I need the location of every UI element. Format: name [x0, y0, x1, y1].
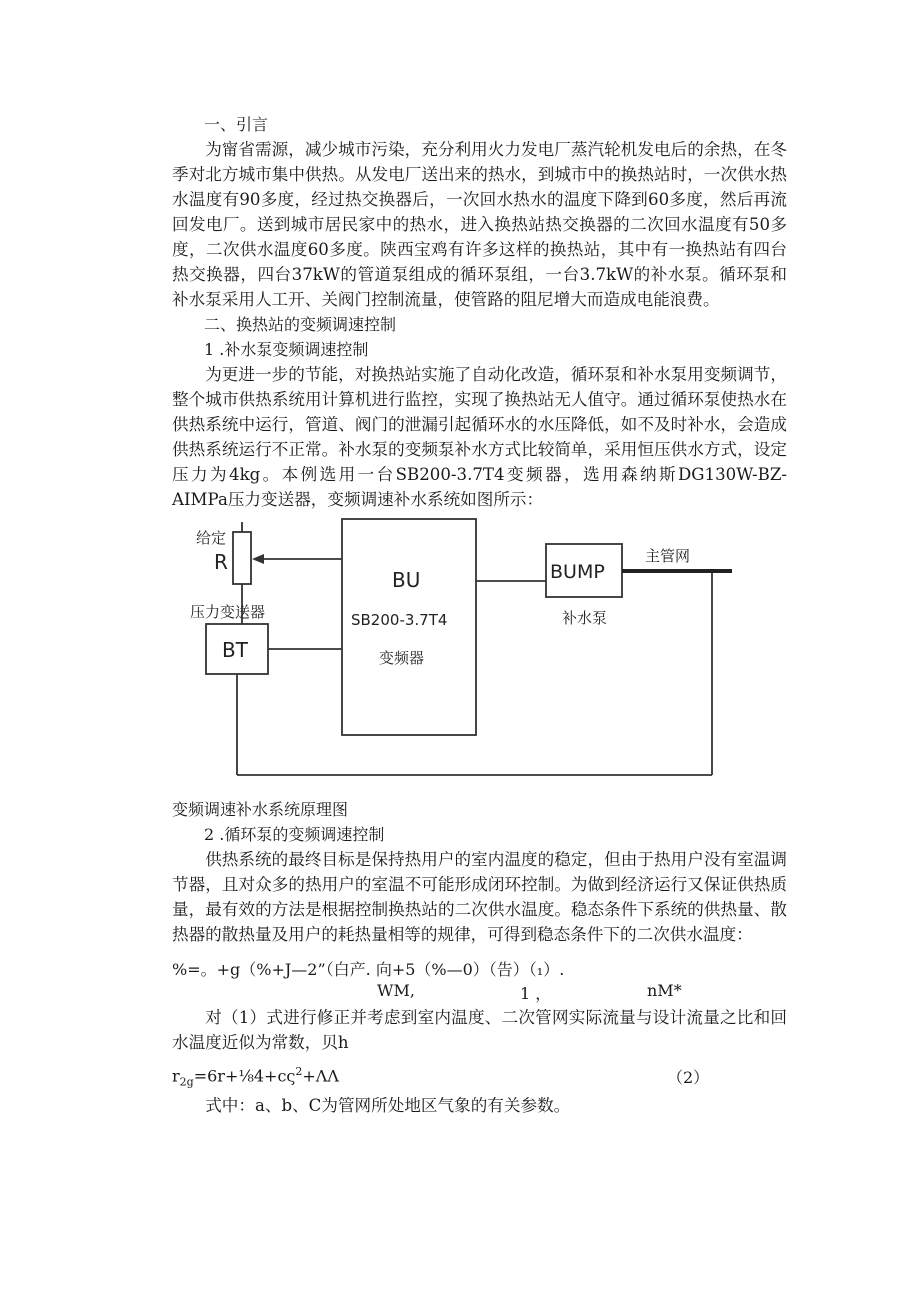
subsection-heading-circulation-pump: 2 .循环泵的变频调速控制: [204, 825, 385, 844]
equation-1-line-1: %=。+g（%+J—2”（白产. 向+5（%—0）（告）（₁）.: [172, 960, 565, 979]
main-pipe-label: 主管网: [645, 547, 691, 565]
equation-2-superscript: 2: [295, 1065, 303, 1078]
setpoint-arrowhead: [252, 554, 264, 564]
paragraph-intro: 为甯省需源，减少城市污染，充分利用火力发电厂蒸汽轮机发电后的余热，在冬季对北方城市集中供热。从发电厂送出来的热水，到城市中的换热站时，一次供水热水温度有90多度，经过热交换器后，一次回水热水的温度下降到60多度，然后再流回发电厂。送到城市居民家中的热水，进入换热站热交换器的二次回水温度有50多度，二次供水温度60多度。陕西宝鸡有许多这样的换热站，其中有一换热站有四台热交换器，四台37kW的管道泵组成的循环泵组，一台3.7kW的补水泵。循环泵和补水泵采用人工开、关阀门控制流量，使管路的阻尼增大而造成电能浪费。: [172, 140, 787, 309]
equation-1-term-1: 1 ，: [520, 984, 552, 1003]
equation-2: [172, 1063, 787, 1093]
paragraph-correction: 对（1）式进行修正并考虑到室内温度、二次管网实际流量与设计流量之比和回水温度近似为常数，贝h: [172, 1008, 787, 1052]
bump-label: BUMP: [550, 561, 605, 583]
subsection-heading-makeup-pump: 1 .补水泵变频调速控制: [204, 340, 369, 359]
r-label: R: [214, 550, 228, 574]
equation-2-expression: =6r+⅛4+cς: [193, 1066, 296, 1086]
section-heading-intro: 一、引言: [204, 115, 269, 134]
diagram-caption: 变频调速补水系统原理图: [172, 800, 349, 819]
equation-2-formula: [172, 1065, 339, 1089]
paragraph-parameters: 式中：a、b、C为管网所处地区气象的有关参数。: [205, 1096, 571, 1115]
potentiometer-resistor: [233, 532, 251, 584]
paragraph-makeup-pump: 为更进一步的节能，对换热站实施了自动化改造，循环泵和补水泵用变频调节，整个城市供热系统用计算机进行监控，实现了换热站无人值守。通过循环泵使热水在供热系统中运行，管道、阀门的泄漏引起循环水的水压降低，如不及时补水，会造成供热系统运行不正常。补水泵的变频泵补水方式比较简单，采用恒压供水方式，设定压力为4kg。本例选用一台SB200-3.7T4变频器，选用森纳斯DG130W-BZ-AIMPa压力变送器，变频调速补水系统如图所示：: [172, 365, 787, 509]
equation-2-tail: +ΛΛ: [302, 1066, 339, 1086]
equation-2-subscript: 2g: [179, 1075, 194, 1089]
makeup-water-system-diagram: [172, 519, 787, 793]
inverter-model-label: SB200-3.7T4: [351, 611, 448, 629]
section-heading-vfd-control: 二、换热站的变频调速控制: [204, 315, 397, 334]
equation-2-number: （2）: [667, 1068, 710, 1087]
pump-label: 补水泵: [562, 609, 608, 627]
bu-label: BU: [392, 568, 421, 592]
paragraph-circulation-pump: 供热系统的最终目标是保持热用户的室内温度的稳定，但由于热用户没有室温调节器，且对众多的热用户的室温不可能形成闭环控制。为做到经济运行又保证供热质量，最有效的方法是根据控制换热站的二次供水温度。稳态条件下系统的供热量、散热器的散热量及用户的耗热量相等的规律，可得到稳态条件下的二次供水温度：: [172, 850, 787, 944]
equation-1-term-nm: nM*: [647, 981, 682, 1000]
setpoint-label: 给定: [196, 529, 227, 547]
inverter-label: 变频器: [379, 649, 425, 667]
transmitter-label: 压力变送器: [190, 603, 266, 621]
document-body: [172, 112, 787, 1118]
diagram-svg: [172, 519, 787, 793]
equation-1-term-wm: WM,: [377, 981, 415, 1000]
equation-2-var: r: [172, 1066, 180, 1086]
equation-1: [172, 957, 787, 1005]
bt-label: BT: [222, 638, 248, 662]
